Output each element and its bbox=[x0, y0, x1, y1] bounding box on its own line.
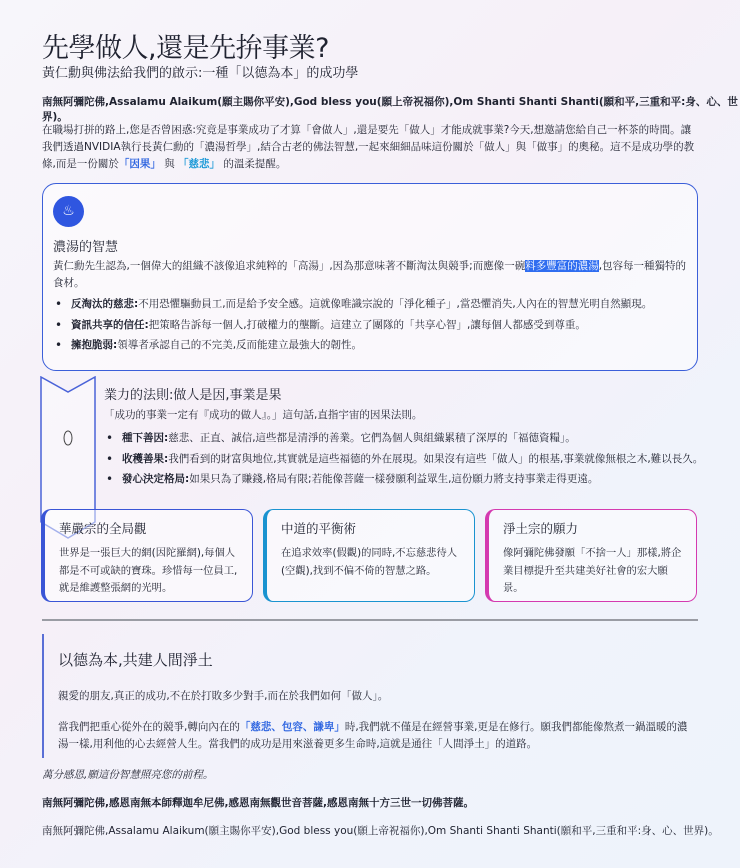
intro-paragraph: 在職場打拼的路上,您是否曾困惑:究竟是事業成功了才算「會做人」,還是要先「做人」才能成就事業?今天,想邀請您給自己一杯茶的時間。讓我們透過NVIDIA執行長黃仁勳的「濃湯哲學」,結合古老的佛法智慧,一起來細細品味這份關於「做人」與「做事」的奧秘。這不是成功學的教條,而是一份關於「因果」 與 「慈悲」 的溫柔提醒。 bbox=[42, 124, 695, 170]
section-quote: 「成功的事業一定有『成功的做人』。」這句話,直指宇宙的因果法則。 bbox=[104, 409, 423, 421]
card-text: 世界是一張巨大的網(因陀羅網),每個人都是不可或缺的寶珠。珍惜每一位員工,就是維護整張網的光明。 bbox=[59, 547, 238, 594]
soup-bowl-icon: ♨ bbox=[53, 196, 84, 227]
card-paragraph: 黃仁勳先生認為,一個偉大的組織不該像追求純粹的「高湯」,因為那意味著不斷淘汰與競爭;而應像一碗料多豐富的濃湯,包容每一種獨特的食材。 bbox=[53, 260, 687, 289]
divider bbox=[42, 619, 698, 621]
closing-paragraph: 親愛的朋友,真正的成功,不在於打敗多少對手,而在於我們如何「做人」。 bbox=[58, 690, 389, 702]
card-huayan bbox=[41, 509, 253, 602]
card-title: 中道的平衡術 bbox=[281, 521, 357, 536]
card-middle-way bbox=[263, 509, 475, 602]
card-title: 淨土宗的願力 bbox=[503, 521, 579, 536]
selected-text[interactable]: 料多豐富的濃湯 bbox=[525, 260, 599, 272]
card-heading: 濃湯的智慧 bbox=[53, 240, 119, 255]
subtitle: 黃仁勳與佛法給我們的啟示:一種「以德為本」的成功學 bbox=[42, 66, 359, 81]
footer-greeting: 南無阿彌陀佛,Assalamu Alaikum(願主賜你平安),God bless you(願上帝祝福你),Om Shanti Shanti Shanti(願和平,三重和平:身、心、世界)。 bbox=[42, 825, 719, 837]
closing-section bbox=[42, 634, 698, 758]
list-item: • 種下善因:慈悲、正直、誠信,這些都是清淨的善業。它們為個人與組織累積了深厚的「福德資糧」。 bbox=[104, 428, 703, 449]
greeting: 南無阿彌陀佛,Assalamu Alaikum(願主賜你平安),God bless you(願上帝祝福你),Om Shanti Shanti Shanti(願和平,三重和平:身、心、世界)。 bbox=[42, 96, 738, 123]
thanks-text: 萬分感恩,願這份智慧照亮您的前程。 bbox=[42, 769, 214, 781]
soup-wisdom-card bbox=[42, 183, 698, 371]
closing-heading: 以德為本,共建人間淨土 bbox=[58, 651, 213, 669]
card-pure-land bbox=[485, 509, 697, 602]
homage-text: 南無阿彌陀佛,感恩南無本師釋迦牟尼佛,感恩南無觀世音菩薩,感恩南無十方三世一切佛菩薩。 bbox=[42, 797, 474, 809]
list-item: • 擁抱脆弱:領導者承認自己的不完美,反而能建立最強大的韌性。 bbox=[53, 335, 652, 356]
page-title: 先學做人,還是先拚事業? bbox=[42, 33, 329, 64]
closing-paragraph: 當我們把重心從外在的競爭,轉向內在的「慈悲、包容、謙卑」時,我們就不僅是在經營事業,更是在修行。願我們都能像熬煮一鍋溫暖的濃湯一樣,用利他的心去經營人生。當我們的成功是用來滋養更多生命時,這就是通往「人間淨土」的道路。 bbox=[58, 720, 688, 750]
list-item: • 資訊共享的信任:把策略告訴每一個人,打破權力的壟斷。這建立了團隊的「共享心智」,讓每個人都感受到尊重。 bbox=[53, 315, 652, 336]
section-heading: 業力的法則:做人是因,事業是果 bbox=[104, 388, 282, 403]
card-text: 在追求效率(假觀)的同時,不忘慈悲待人(空觀),找到不偏不倚的智慧之路。 bbox=[281, 547, 458, 577]
card-text: 像阿彌陀佛發願「不捨一人」那樣,將企業目標提升至共建美好社會的宏大願景。 bbox=[503, 547, 682, 594]
list-item: • 發心決定格局:如果只為了賺錢,格局有限;若能像菩薩一樣發願利益眾生,這份願力將支持事業走得更遠。 bbox=[104, 469, 703, 490]
list-item: • 收穫善果:我們看到的財富與地位,其實就是這些福德的外在展現。如果沒有這些「做人」的根基,事業就像無根之木,難以長久。 bbox=[104, 449, 703, 470]
card-title: 華嚴宗的全局觀 bbox=[59, 521, 147, 536]
list-item: • 反淘汰的慈悲:不用恐懼驅動員工,而是給予安全感。這就像唯識宗說的「淨化種子」,當恐懼消失,人內在的智慧光明自然顯現。 bbox=[53, 294, 652, 315]
